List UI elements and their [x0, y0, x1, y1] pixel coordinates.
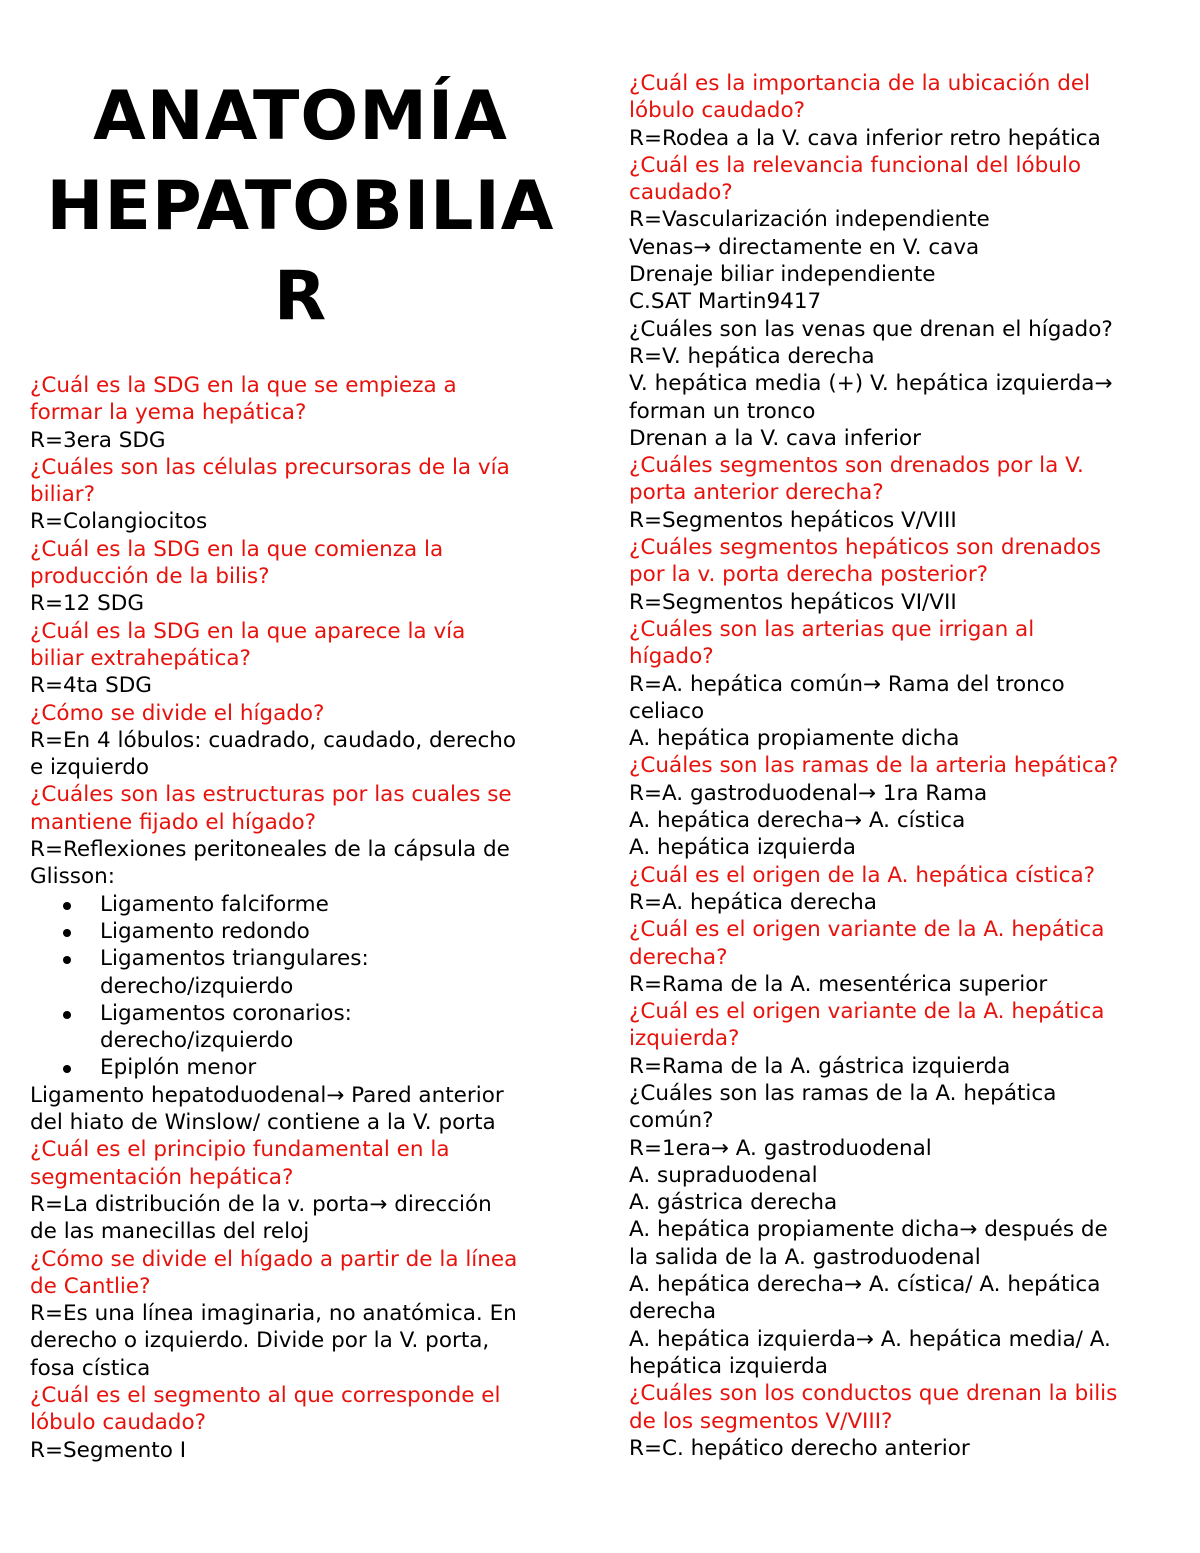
answer-line: A. gástrica derecha — [629, 1190, 838, 1216]
answer-line: R=A. hepática derecha — [629, 889, 877, 915]
question-line: ¿Cuál es la importancia de la ubicación del — [629, 71, 1091, 96]
answer-line: A. hepática izquierda — [629, 835, 856, 861]
question-line: derecha? — [629, 944, 728, 970]
answer-line: derecha — [629, 1299, 717, 1325]
left-block-1 — [30, 372, 590, 891]
question-line: ¿Cómo se divide el hígado a partir de la línea — [30, 1246, 518, 1272]
answer-line: R=3era SDG — [30, 427, 166, 453]
bullet-text: Ligamentos coronarios: — [100, 1000, 352, 1026]
answer-line: R=Rodea a la V. cava inferior retro hepática — [629, 125, 1101, 151]
bullet-text: Epiplón menor — [100, 1055, 257, 1081]
question-line: ¿Cuál es la SDG en la que aparece la vía — [30, 618, 466, 644]
bullet-text: derecho/izquierdo — [100, 973, 294, 999]
question-line: mantiene fijado el hígado? — [30, 809, 317, 835]
bullet-item — [30, 1054, 590, 1081]
answer-line: R=Segmentos hepáticos VI/VII — [629, 589, 957, 615]
question-line: ¿Cuál es el origen de la A. hepática cística? — [629, 862, 1096, 888]
question-line: ¿Cuál es el principio fundamental en la — [30, 1137, 450, 1163]
answer-line: A. hepática izquierda→ A. hepática media/ A. — [629, 1326, 1111, 1352]
answer-line: R=Reflexiones peritoneales de la cápsula de — [30, 837, 510, 863]
question-line: hígado? — [629, 644, 714, 670]
answer-line: R=C. hepático derecho anterior — [629, 1435, 970, 1461]
answer-line: R=Colangiocitos — [30, 509, 208, 535]
answer-line: R=Segmentos hepáticos V/VIII — [629, 507, 957, 533]
bullet-text: derecho/izquierdo — [100, 1028, 294, 1054]
document-title — [28, 72, 573, 342]
bullet-text: Ligamento falciforme — [100, 891, 329, 917]
question-line: lóbulo caudado? — [629, 98, 806, 124]
bullet-dot-icon — [63, 956, 71, 964]
question-line: de los segmentos V/VIII? — [629, 1408, 893, 1434]
bullet-text: Ligamento redondo — [100, 918, 310, 944]
question-line: ¿Cuál es el origen variante de la A. hepática — [629, 999, 1105, 1025]
question-line: ¿Cuáles son las ramas de la arteria hepática? — [629, 753, 1119, 779]
answer-line: C.SAT Martin9417 — [629, 289, 822, 315]
answer-line: de las manecillas del reloj — [30, 1219, 310, 1245]
question-line: biliar extrahepática? — [30, 645, 251, 671]
question-line: biliar? — [30, 482, 95, 508]
answer-line: ¿Cuáles son las ramas de la A. hepática — [629, 1080, 1057, 1106]
answer-line: R=Segmento I — [30, 1437, 187, 1463]
answer-line: R=La distribución de la v. porta→ dirección — [30, 1191, 492, 1217]
answer-line: Glisson: — [30, 864, 116, 890]
question-line: ¿Cuáles segmentos hepáticos son drenados — [629, 535, 1101, 561]
bullet-dot-icon — [63, 929, 71, 937]
answer-line: Ligamento hepatoduodenal→ Pared anterior — [30, 1082, 504, 1108]
question-line: ¿Cuál es la relevancia funcional del lóbulo — [629, 152, 1081, 178]
answer-line: R=A. gastroduodenal→ 1ra Rama — [629, 780, 988, 806]
question-line: ¿Cuáles segmentos son drenados por la V. — [629, 453, 1084, 479]
question-line: ¿Cuál es el segmento al que corresponde el — [30, 1382, 501, 1408]
answer-line: ¿Cuáles son las venas que drenan el hígado? — [629, 316, 1113, 342]
answer-line: A. hepática derecha→ A. cística — [629, 808, 966, 834]
bullet-item — [30, 891, 590, 918]
answer-line: forman un tronco — [629, 398, 816, 424]
right-block — [629, 70, 1189, 1462]
answer-line: Drenan a la V. cava inferior — [629, 425, 921, 451]
question-line: ¿Cuál es la SDG en la que se empieza a — [30, 373, 457, 398]
answer-line: Venas→ directamente en V. cava — [629, 234, 980, 260]
title-line-3: R — [273, 257, 328, 336]
left-column — [30, 372, 590, 1464]
answer-line: A. hepática propiamente dicha→ después de — [629, 1217, 1108, 1243]
answer-line: fosa cística — [30, 1355, 151, 1381]
question-line: ¿Cómo se divide el hígado? — [30, 700, 325, 726]
right-column — [629, 70, 1189, 1462]
answer-line: R=Es una línea imaginaria, no anatómica. En — [30, 1301, 517, 1327]
answer-line: R=12 SDG — [30, 591, 145, 617]
question-line: ¿Cuáles son las células precursoras de la vía — [30, 454, 510, 480]
answer-line: la salida de la A. gastroduodenal — [629, 1244, 981, 1270]
answer-line: A. hepática derecha→ A. cística/ A. hepática — [629, 1272, 1101, 1298]
question-line: por la v. porta derecha posterior? — [629, 562, 989, 588]
answer-line: R=Vascularización independiente — [629, 207, 990, 233]
answer-line: común? — [629, 1108, 714, 1134]
question-line: ¿Cuáles son las arterias que irrigan al — [629, 616, 1035, 642]
question-line: segmentación hepática? — [30, 1164, 294, 1190]
answer-line: Drenaje biliar independiente — [629, 262, 936, 288]
answer-line: del hiato de Winslow/ contiene a la V. porta — [30, 1110, 496, 1136]
title-line-2: HEPATOBILIA — [46, 167, 555, 246]
answer-line: V. hepática media (+) V. hepática izquierda→ — [629, 371, 1113, 397]
answer-line: R=1era→ A. gastroduodenal — [629, 1135, 932, 1161]
question-line: de Cantlie? — [30, 1273, 151, 1299]
bullet-item — [30, 1000, 590, 1055]
question-line: izquierda? — [629, 1026, 740, 1052]
answer-line: R=Rama de la A. gástrica izquierda — [629, 1053, 1011, 1079]
title-line-1: ANATOMÍA — [93, 77, 508, 156]
question-line: ¿Cuáles son los conductos que drenan la bilis — [629, 1381, 1118, 1407]
left-block-2 — [30, 1082, 590, 1464]
answer-line: hepática izquierda — [629, 1353, 828, 1379]
answer-line: e izquierdo — [30, 755, 150, 781]
bullet-item — [30, 918, 590, 945]
answer-line: A. hepática propiamente dicha — [629, 726, 960, 752]
question-line: producción de la bilis? — [30, 564, 270, 590]
answer-line: R=A. hepática común→ Rama del tronco — [629, 671, 1065, 697]
answer-line: R=En 4 lóbulos: cuadrado, caudado, derecho — [30, 727, 517, 753]
question-line: ¿Cuáles son las estructuras por las cuales se — [30, 782, 512, 808]
answer-line: R=V. hepática derecha — [629, 343, 875, 369]
question-line: porta anterior derecha? — [629, 480, 884, 506]
question-line: formar la yema hepática? — [30, 400, 307, 426]
bullet-dot-icon — [63, 1065, 71, 1073]
ligament-list — [30, 891, 590, 1082]
bullet-text: Ligamentos triangulares: — [100, 946, 369, 972]
question-line: ¿Cuál es el origen variante de la A. hepática — [629, 917, 1105, 943]
question-line: ¿Cuál es la SDG en la que comienza la — [30, 536, 444, 562]
question-line: caudado? — [629, 180, 733, 206]
answer-line: R=Rama de la A. mesentérica superior — [629, 971, 1048, 997]
bullet-dot-icon — [63, 902, 71, 910]
answer-line: A. supraduodenal — [629, 1162, 818, 1188]
answer-line: derecho o izquierdo. Divide por la V. porta, — [30, 1328, 490, 1354]
answer-line: R=4ta SDG — [30, 673, 152, 699]
answer-line: celiaco — [629, 698, 705, 724]
bullet-item — [30, 945, 590, 1000]
question-line: lóbulo caudado? — [30, 1410, 207, 1436]
bullet-dot-icon — [63, 1011, 71, 1019]
